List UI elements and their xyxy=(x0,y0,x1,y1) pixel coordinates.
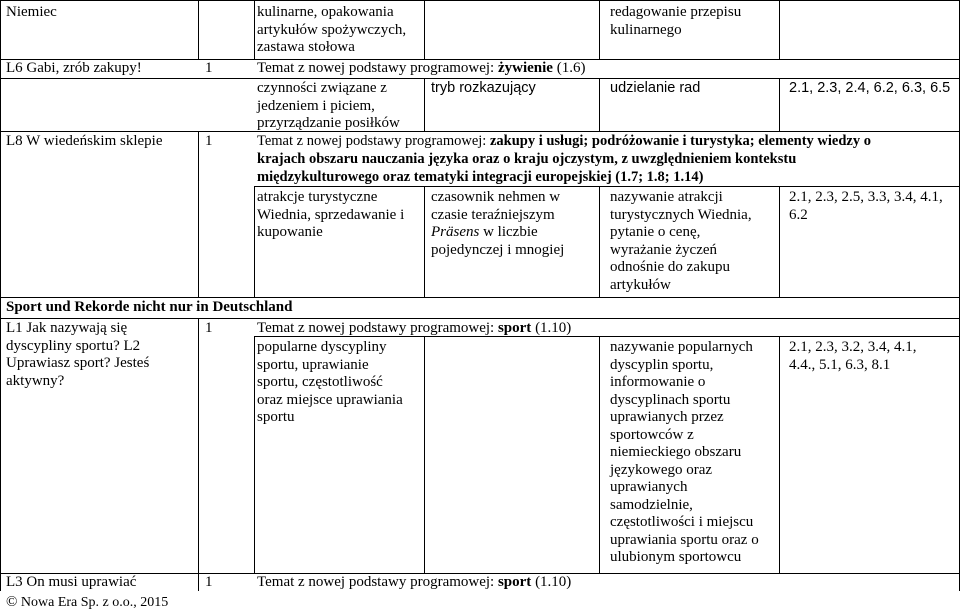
vocab-line: kulinarne, opakowania xyxy=(257,4,394,20)
function-line: niemieckiego obszaru xyxy=(610,444,742,460)
topic-keyword: sport xyxy=(497,574,532,590)
function-line: informowanie o xyxy=(610,374,706,390)
row-divider xyxy=(0,131,960,132)
requirements-line: 2.1, 2.3, 2.5, 3.3, 3.4, 4.1, xyxy=(789,189,943,205)
vocab-line: zastawa stołowa xyxy=(257,39,355,55)
requirements-line: 2.1, 2.3, 3.2, 3.4, 4.1, xyxy=(789,339,917,355)
topic-suffix: (1.10) xyxy=(531,320,572,336)
section-header: Sport und Rekorde nicht nur in Deutschland xyxy=(6,299,293,315)
hours-cell: 1 xyxy=(205,574,213,590)
function-line: nazywanie popularnych xyxy=(610,339,753,355)
footer-text: Nowa Era Sp. z o.o., 2015 xyxy=(17,595,169,610)
function-cell: udzielanie rad xyxy=(610,80,701,96)
col-divider xyxy=(254,186,255,297)
unit-line: dyscypliny sportu? L2 xyxy=(6,337,141,354)
vocab-line: oraz miejsce uprawiania xyxy=(257,391,403,408)
col-divider xyxy=(599,336,600,573)
vocab-line: czynności związane z xyxy=(257,80,387,96)
footer-copyright xyxy=(6,594,168,612)
function-line: językowego oraz xyxy=(610,461,713,478)
topic-prefix: Temat z nowej podstawy programowej: xyxy=(257,133,490,149)
grammar-cell: tryb rozkazujący xyxy=(431,80,536,96)
grammar-line: czasie teraźniejszym xyxy=(431,206,555,223)
row-divider xyxy=(254,186,960,187)
function-line: redagowanie przepisu xyxy=(610,4,742,20)
function-line: uprawianych przez xyxy=(610,409,724,425)
row-divider xyxy=(0,318,960,319)
topic-line xyxy=(257,320,571,338)
function-line: nazywanie atrakcji xyxy=(610,189,723,205)
col-divider xyxy=(779,186,780,297)
function-line: kulinarnego xyxy=(610,21,682,38)
row-divider xyxy=(0,0,960,1)
topic-keyword: sport xyxy=(497,320,532,336)
hours-cell: 1 xyxy=(205,320,213,336)
col-divider xyxy=(0,0,1,591)
col-divider xyxy=(198,131,199,297)
col-divider xyxy=(779,336,780,573)
col-divider xyxy=(599,186,600,297)
col-divider xyxy=(424,336,425,573)
function-line: odnośnie do zakupu xyxy=(610,259,730,275)
function-line: dyscyplinach sportu xyxy=(610,391,731,408)
grammar-text: w liczbie xyxy=(479,224,538,240)
topic-line: krajach obszaru nauczania języka oraz o kraju ojczystym, z uwzględnieniem kontekstu xyxy=(257,151,797,167)
topic-line: międzykulturowego oraz tematyki integracji europejskiej (1.7; 1.8; 1.14) xyxy=(257,168,704,185)
topic-keyword: zakupy i usługi; podróżowanie i turystyka; elementy wiedzy o xyxy=(489,133,871,149)
copyright-icon: © xyxy=(6,594,18,610)
unit-cell: L6 Gabi, zrób zakupy! xyxy=(6,60,142,76)
hours-cell: 1 xyxy=(205,60,213,76)
vocab-line: artykułów spożywczych, xyxy=(257,21,407,38)
function-line: częstotliwości i miejscu xyxy=(610,514,754,530)
topic-line xyxy=(257,133,871,151)
unit-line: aktywny? xyxy=(6,372,65,389)
col-divider xyxy=(254,336,255,573)
vocab-line: kupowanie xyxy=(257,224,323,240)
unit-line: Uprawiasz sport? Jesteś xyxy=(6,355,150,371)
col-divider xyxy=(254,0,255,59)
vocab-line: sportu xyxy=(257,409,295,425)
grammar-line: pojedynczej i mnogiej xyxy=(431,241,565,258)
topic-line xyxy=(257,60,585,78)
function-line: turystycznych Wiednia, xyxy=(610,206,752,223)
unit-cell: Niemiec xyxy=(6,4,57,20)
row-divider xyxy=(0,78,960,79)
requirements-line: 4.4., 5.1, 6.3, 8.1 xyxy=(789,356,891,373)
col-divider xyxy=(779,78,780,131)
col-divider xyxy=(424,186,425,297)
grammar-line: czasownik nehmen w xyxy=(431,189,561,205)
vocab-line: atrakcje turystyczne xyxy=(257,189,378,205)
topic-prefix: Temat z nowej podstawy programowej: xyxy=(257,60,498,76)
function-line: pytanie o cenę, xyxy=(610,224,701,240)
unit-cell: L3 On musi uprawiać xyxy=(6,574,137,590)
vocab-line: Wiednia, sprzedawanie i xyxy=(257,206,405,223)
col-divider xyxy=(779,0,780,59)
topic-suffix: (1.10) xyxy=(531,574,572,590)
topic-prefix: Temat z nowej podstawy programowej: xyxy=(257,574,498,590)
function-line: artykułów xyxy=(610,276,671,293)
vocab-line: sportu, częstotliwość xyxy=(257,374,383,390)
topic-line xyxy=(257,574,571,592)
hours-cell: 1 xyxy=(205,133,213,149)
col-divider xyxy=(424,78,425,131)
function-line: wyrażanie życzeń xyxy=(610,241,718,258)
col-divider xyxy=(599,0,600,59)
row-divider xyxy=(0,297,960,298)
col-divider xyxy=(198,0,199,59)
function-line: ulubionym sportowcu xyxy=(610,549,742,565)
function-line: sportowców z xyxy=(610,426,694,443)
col-divider xyxy=(198,318,199,591)
requirements-cell: 2.1, 2.3, 2.4, 6.2, 6.3, 6.5 xyxy=(789,80,951,96)
grammar-term: Präsens xyxy=(431,224,480,240)
vocab-line: sportu, uprawianie xyxy=(257,356,369,373)
topic-keyword: żywienie xyxy=(497,60,553,76)
col-divider xyxy=(424,0,425,59)
unit-line: L1 Jak nazywają się xyxy=(6,320,128,336)
vocab-line: popularne dyscypliny xyxy=(257,339,387,355)
function-line: dyscyplin sportu, xyxy=(610,356,714,373)
function-line: samodzielnie, xyxy=(610,496,693,513)
unit-cell: L8 W wiedeńskim sklepie xyxy=(6,133,163,149)
grammar-line xyxy=(431,224,538,242)
topic-prefix: Temat z nowej podstawy programowej: xyxy=(257,320,498,336)
function-line: uprawianych xyxy=(610,479,688,495)
requirements-line: 6.2 xyxy=(789,206,808,223)
col-divider xyxy=(599,78,600,131)
function-line: uprawiania sportu oraz o xyxy=(610,531,759,548)
topic-suffix: (1.6) xyxy=(552,60,586,76)
vocab-line: jedzeniem i piciem, xyxy=(257,97,375,114)
vocab-line: przyrządzanie posiłków xyxy=(257,115,400,131)
